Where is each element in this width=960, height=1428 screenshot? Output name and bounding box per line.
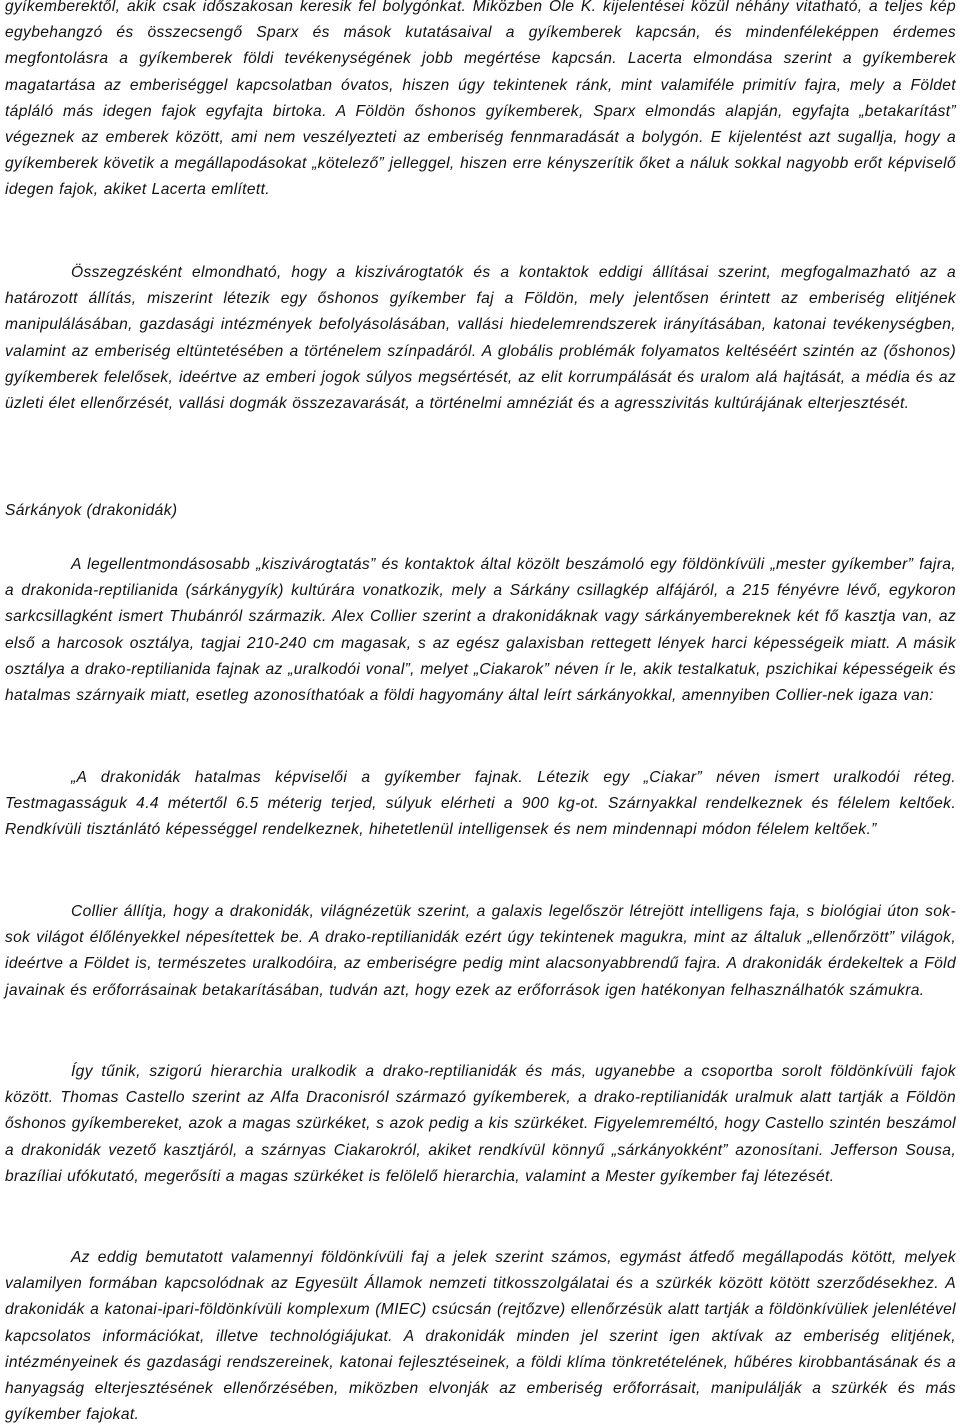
paragraph-4: Collier állítja, hogy a drakonidák, világnézetük szerint, a galaxis legelőször létrejött intelligens faja, s biológiai úton sok-sok világot élőlényekkel népesítettek be. A drako-reptilianidák ezért úgy tekintenek magukra, mint az általuk „ellenőrzött” világok, ideértve a Földet is, természetes uralkodóira, az emberiségre pedig mint alacsonyabbrendű fajra. A drakonidák érdekeltek a Föld javainak és erőforrásainak betakarításában, tudván azt, hogy ezek az erőforrások igen hatékonyan felhasználhatók számukra.	[5, 903, 956, 999]
quote-paragraph: „A drakonidák hatalmas képviselői a gyíkember fajnak. Létezik egy „Ciakar” néven ismert uralkodói réteg. Testmagasságuk 4.4 métertől 6.5 méterig terjed, súlyuk elérheti a 900 kg-ot. Szárnyakkal rendelkeznek és félelem keltőek. Rendkívüli tisztánlátó képességgel rendelkeznek, hihetetlenül intelligensek és nem mindennapi módon félelem keltőek.”	[5, 769, 956, 839]
paragraph-5: Így tűnik, szigorú hierarchia uralkodik a drako-reptilianidák és más, ugyanebbe a csoportba sorolt földönkívüli fajok között. Thomas Castello szerint az Alfa Draconisról származó gyíkemberek, a drako-reptilianidák uralmuk alatt tartják a Földön őshonos gyíkembereket, azok a magas szürkéket, s azok pedig a kis szürkéket. Figyelemreméltó, hogy Castello szintén beszámol a drakonidák vezető kasztjáról, a szárnyas Ciakarokról, akiket rendkívül könnyű „sárkányokként” azonosítani. Jefferson Sousa, brazíliai ufókutató, megerősíti a magas szürkéket is felölelő hierarchia, valamint a Mester gyíkember faj létezését.	[5, 1063, 956, 1185]
paragraph-2: Összegzésként elmondható, hogy a kiszivárogtatók és a kontaktok eddigi állításai szerint, megfogalmazható az a határozott állítás, miszerint létezik egy őshonos gyíkember faj a Földön, mely jelentősen érintett az emberiség elitjének manipulálásában, gazdasági intézmények befolyásolásában, vallási hiedelemrendszerek irányításában, katonai tevékenységben, valamint az emberiség eltüntetésében a történelem színpadáról. A globális problémák folyamatos keltéséért szintén az (őshonos) gyíkemberek felelősek, ideértve az emberi jogok súlyos megsértését, az elit korrumpálását és uralom alá hajtását, a média és az üzleti élet ellenőrzését, vallási dogmák összezavarását, a történelmi amnéziát és a agresszivitás kultúrájának elterjesztését.	[5, 264, 956, 413]
section-heading: Sárkányok (drakonidák)	[5, 502, 178, 519]
paragraph-1: gyíkemberektől, akik csak időszakosan keresik fel bolygónkat. Miközben Ole K. kijelentései közül néhány vitatható, a teljes kép egybehangzó és összecsengő Sparx és mások kutatásaival a gyíkemberek kapcsán, és mindenféleképpen érdemes megfontolásra a gyíkemberek földi tevékenységének jobb megértése kapcsán. Lacerta elmondása szerint a gyíkemberek magatartása az emberiséggel kapcsolatban óvatos, hiszen úgy tekintenek ránk, mint valamiféle primitív fajra, mely a Földet tápláló más idegen fajok egyfajta birtoka. A Földön őshonos gyíkemberek, Sparx elmondás alapján, egyfajta „betakarítást” végeznek az emberek között, ami nem veszélyezteti az emberiség fennmaradását a bolygón. E kijelentést azt sugallja, hogy a gyíkemberek követik a megállapodásokat „kötelező” jelleggel, hiszen erre kényszerítik őket a náluk sokkal nagyobb erőt képviselő idegen fajok, akiket Lacerta említett.	[5, 0, 956, 199]
paragraph-6: Az eddig bemutatott valamennyi földönkívüli faj a jelek szerint számos, egymást átfedő megállapodás kötött, melyek valamilyen formában kapcsolódnak az Egyesült Államok nemzeti titkosszolgálatai és a szürkék között kötött szerződésekhez. A drakonidák a katonai-ipari-földönkívüli komplexum (MIEC) csúcsán (rejtőzve) ellenőrzésük alatt tartják a földönkívüliek jelenlétével kapcsolatos információkat, illetve technológiájukat. A drakonidák minden jel szerint igen aktívak az emberiség elitjének, intézményeinek és gazdasági rendszereinek, katonai fejlesztéseinek, a földi klíma tönkretételének, hűbéres kirobbantásának és a hanyagság elterjesztésének ellenőrzésében, miközben elvonják az emberiség erőforrásait, manipulálják a szürkék és más gyíkember fajokat.	[5, 1249, 956, 1424]
paragraph-3: A legellentmondásosabb „kiszivárogtatás” és kontaktok által közölt beszámoló egy földönkívüli „mester gyíkember” fajra, a drakonida-reptilianida (sárkánygyík) kultúrára vonatkozik, mely a Sárkány csillagkép alfájáról, a 215 fényévre lévő, egykoron sarkcsillagként ismert Thubánról származik. Alex Collier szerint a drakonidáknak vagy sárkányembereknek két fő kasztja van, az első a harcosok osztálya, tagjai 210-240 cm magasak, s az egész galaxisban rettegett lények harci képességeik miatt. A másik osztálya a drako-reptilianida fajnak az „uralkodói vonal”, melyet „Ciakarok” néven ír le, akik testalkatuk, pszichikai képességeik és hatalmas szárnyaik miatt, esetleg azonosíthatóak a földi hagyomány által leírt sárkányokkal, amennyiben Collier-nek igaza van:	[5, 556, 956, 705]
